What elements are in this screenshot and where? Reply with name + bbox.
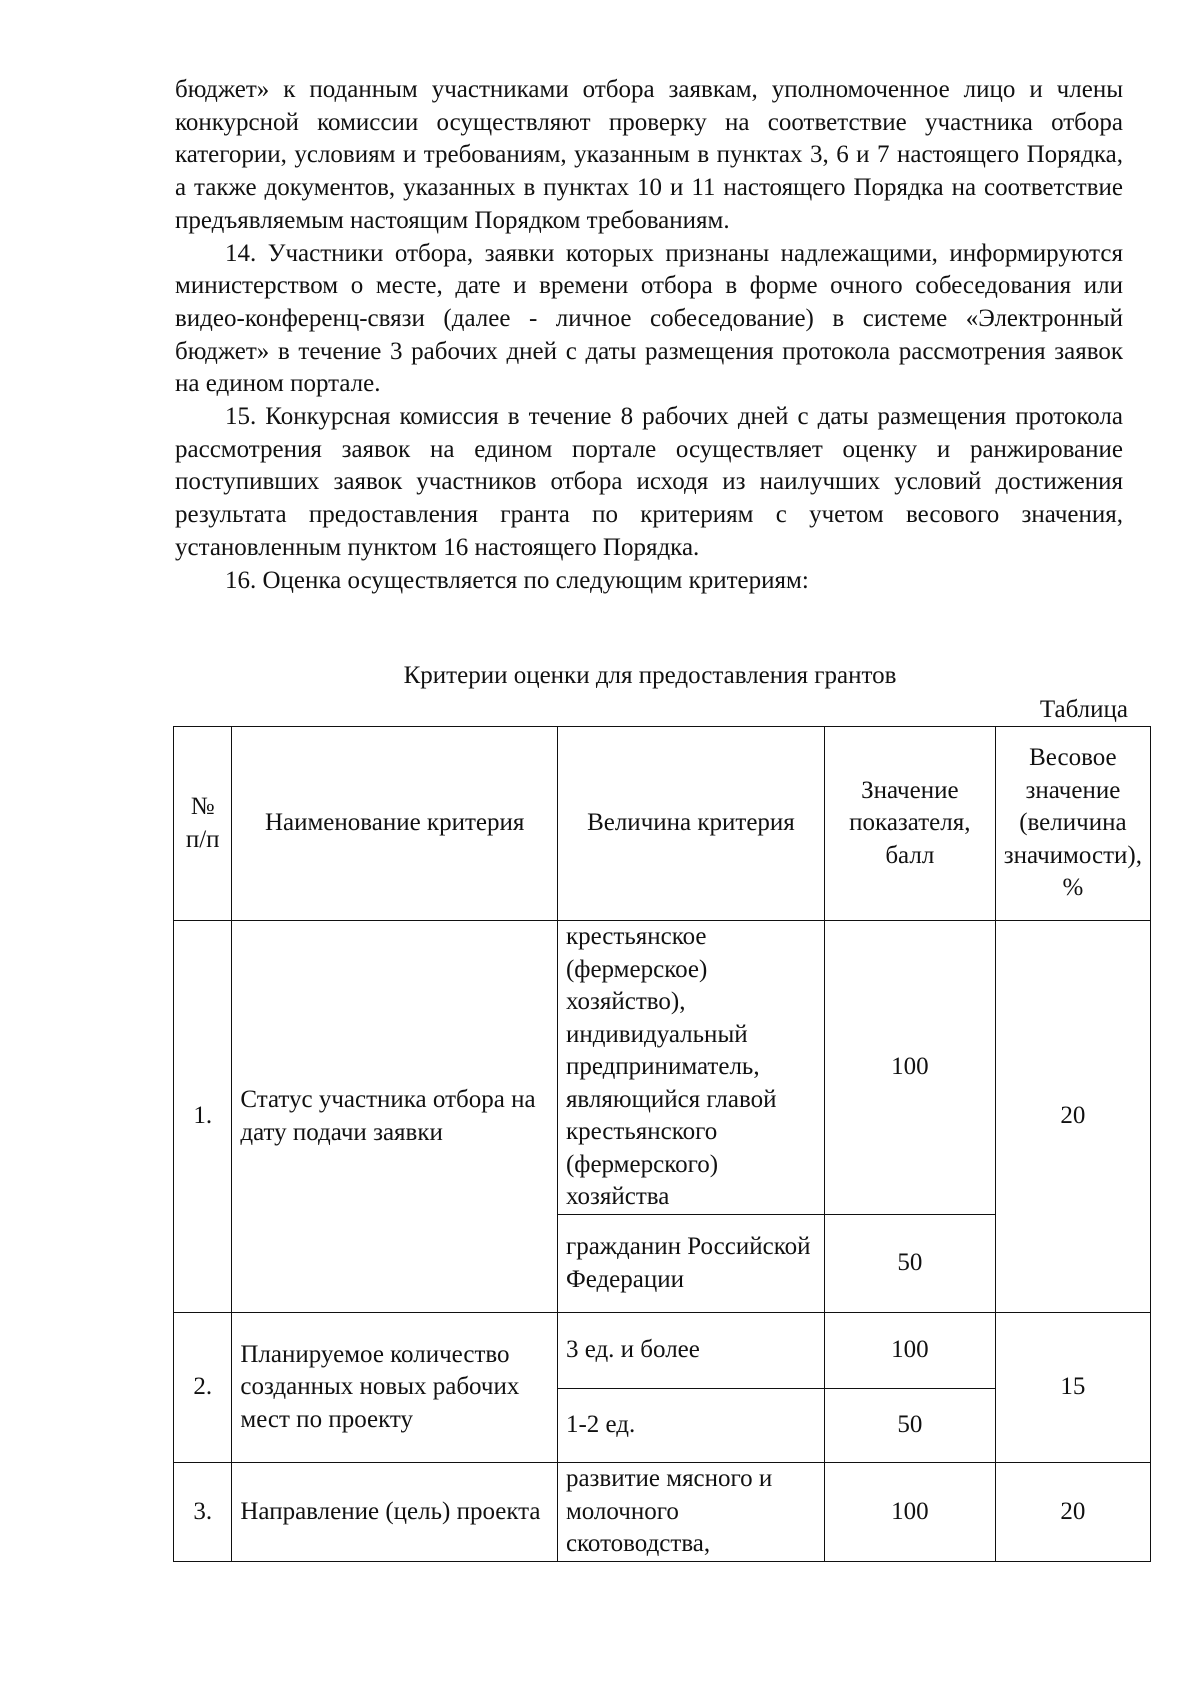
row-num: 2. bbox=[174, 1313, 232, 1463]
paragraph-16: 16. Оценка осуществляется по следующим критериям: bbox=[225, 566, 809, 594]
row-criterion-name: Направление (цель) проекта bbox=[232, 1463, 558, 1562]
row-criterion-name: Статус участника отбора на дату подачи заявки bbox=[232, 921, 558, 1313]
row-criterion-value: 1-2 ед. bbox=[557, 1389, 824, 1463]
row-score: 50 bbox=[824, 1389, 995, 1463]
row-criterion-value: 3 ед. и более bbox=[557, 1313, 824, 1389]
row-criterion-name: Планируемое количество созданных новых рабочих мест по проекту bbox=[232, 1313, 558, 1463]
row-weight: 20 bbox=[995, 1463, 1150, 1562]
criteria-table bbox=[173, 726, 1151, 1562]
row-weight: 15 bbox=[995, 1313, 1150, 1463]
header-num: № п/п bbox=[174, 727, 232, 921]
row-score: 100 bbox=[824, 1463, 995, 1562]
paragraph-14: 14. Участники отбора, заявки которых признаны надлежащими, информируются министерством о месте, дате и времени отбора в форме очного собеседования или видео-конференц-связи (далее - личное собеседование) в системе «Электронный бюджет» в течение 3 рабочих дней с даты размещения протокола рассмотрения заявок на едином портале. bbox=[175, 239, 1123, 398]
body-text bbox=[175, 74, 1123, 597]
header-weight: Весовое значение (величина значимости), % bbox=[995, 727, 1150, 921]
paragraph-15: 15. Конкурсная комиссия в течение 8 рабочих дней с даты размещения протокола рассмотрения заявок на едином портале осуществляет оценку и ранжирование поступивших заявок участников отбора исходя из наилучших условий достижения результата предоставления гранта по критериям с учетом весового значения, установленным пунктом 16 настоящего Порядка. bbox=[175, 403, 1123, 561]
table-label: Таблица bbox=[1039, 696, 1128, 723]
table-row bbox=[174, 1313, 1151, 1389]
paragraph-continuation: бюджет» к поданным участниками отбора заявкам, уполномоченное лицо и члены конкурсной комиссии осуществляют проверку на соответствие участника отбора категории, условиям и требованиям, указанным в пунктах 3, 6 и 7 настоящего Порядка, а также документов, указанных в пунктах 10 и 11 настоящего Порядка на соответствие предъявляемым настоящим Порядком требованиям. bbox=[175, 76, 1123, 234]
row-weight: 20 bbox=[995, 921, 1150, 1313]
row-score: 50 bbox=[824, 1215, 995, 1313]
table-row bbox=[174, 1463, 1151, 1562]
table-row bbox=[174, 921, 1151, 1215]
header-name: Наименование критерия bbox=[232, 727, 558, 921]
row-num: 1. bbox=[174, 921, 232, 1313]
row-num: 3. bbox=[174, 1463, 232, 1562]
row-criterion-value: крестьянское (фермерское) хозяйство), индивидуальный предприниматель, являющийся главой крестьянского (фермерского) хозяйства bbox=[557, 921, 824, 1215]
table-header-row bbox=[174, 727, 1151, 921]
row-criterion-value: гражданин Российской Федерации bbox=[557, 1215, 824, 1313]
header-score: Значение показателя, балл bbox=[824, 727, 995, 921]
row-criterion-value: развитие мясного и молочного скотоводства, bbox=[557, 1463, 824, 1562]
table-title: Критерии оценки для предоставления грантов bbox=[403, 662, 897, 689]
row-score: 100 bbox=[824, 921, 995, 1215]
header-value: Величина критерия bbox=[557, 727, 824, 921]
row-score: 100 bbox=[824, 1313, 995, 1389]
